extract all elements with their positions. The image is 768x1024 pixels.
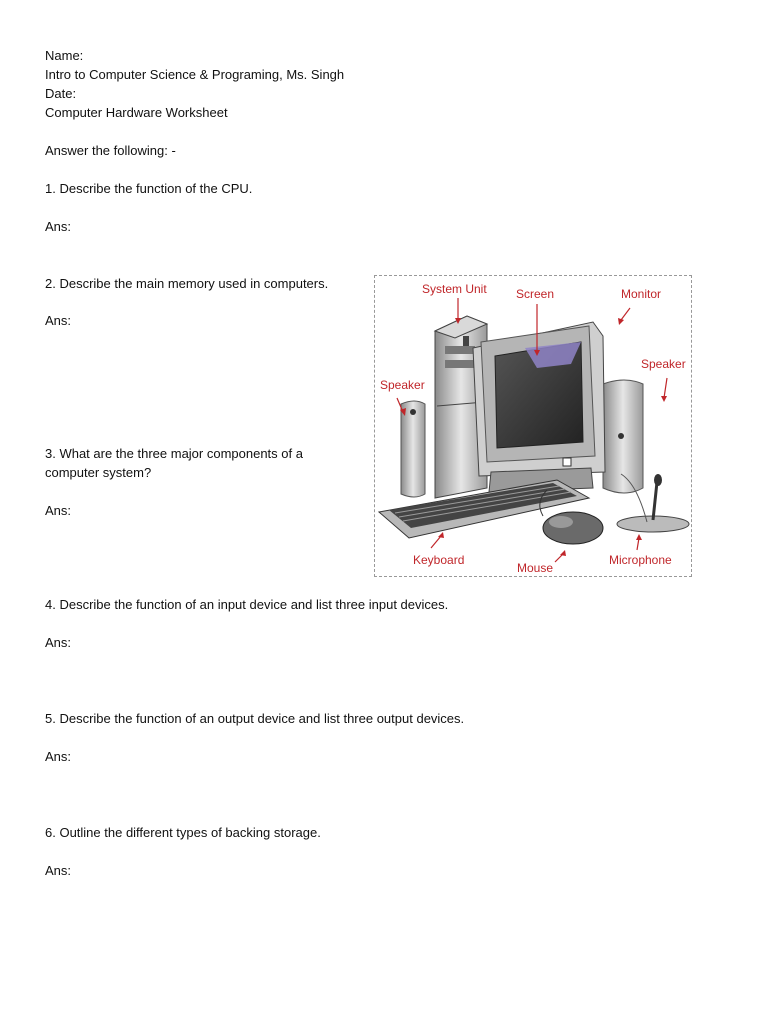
computer-system-diagram xyxy=(374,275,692,577)
label-monitor: Monitor xyxy=(621,287,662,301)
answer-label-5: Ans: xyxy=(45,749,72,764)
label-keyboard: Keyboard xyxy=(413,553,465,567)
question-1: 1. Describe the function of the CPU. xyxy=(45,181,253,196)
label-speaker-right: Speaker xyxy=(641,357,686,371)
question-4: 4. Describe the function of an input device and list three input devices. xyxy=(45,597,449,612)
question-3-line-2: computer system? xyxy=(45,465,152,480)
worksheet-title: Computer Hardware Worksheet xyxy=(45,105,228,120)
monitor xyxy=(473,322,605,492)
instructions: Answer the following: - xyxy=(45,143,176,158)
answer-label-6: Ans: xyxy=(45,863,72,878)
course-line: Intro to Computer Science & Programing, Ms. Singh xyxy=(45,67,345,82)
question-5: 5. Describe the function of an output device and list three output devices. xyxy=(45,711,465,726)
label-mouse: Mouse xyxy=(517,561,554,575)
question-3-line-1: 3. What are the three major components of a xyxy=(45,446,303,461)
right-speaker xyxy=(603,380,643,493)
answer-label-1: Ans: xyxy=(45,219,72,234)
label-speaker-left: Speaker xyxy=(380,378,425,392)
question-2: 2. Describe the main memory used in computers. xyxy=(45,276,329,291)
name-label: Name: xyxy=(45,48,84,63)
answer-label-4: Ans: xyxy=(45,635,72,650)
answer-label-3: Ans: xyxy=(45,503,72,518)
label-microphone: Microphone xyxy=(609,553,672,567)
question-6: 6. Outline the different types of backing storage. xyxy=(45,825,321,840)
answer-label-2: Ans: xyxy=(45,313,72,328)
date-label: Date: xyxy=(45,86,77,101)
label-system-unit: System Unit xyxy=(422,282,487,296)
label-screen: Screen xyxy=(516,287,555,301)
